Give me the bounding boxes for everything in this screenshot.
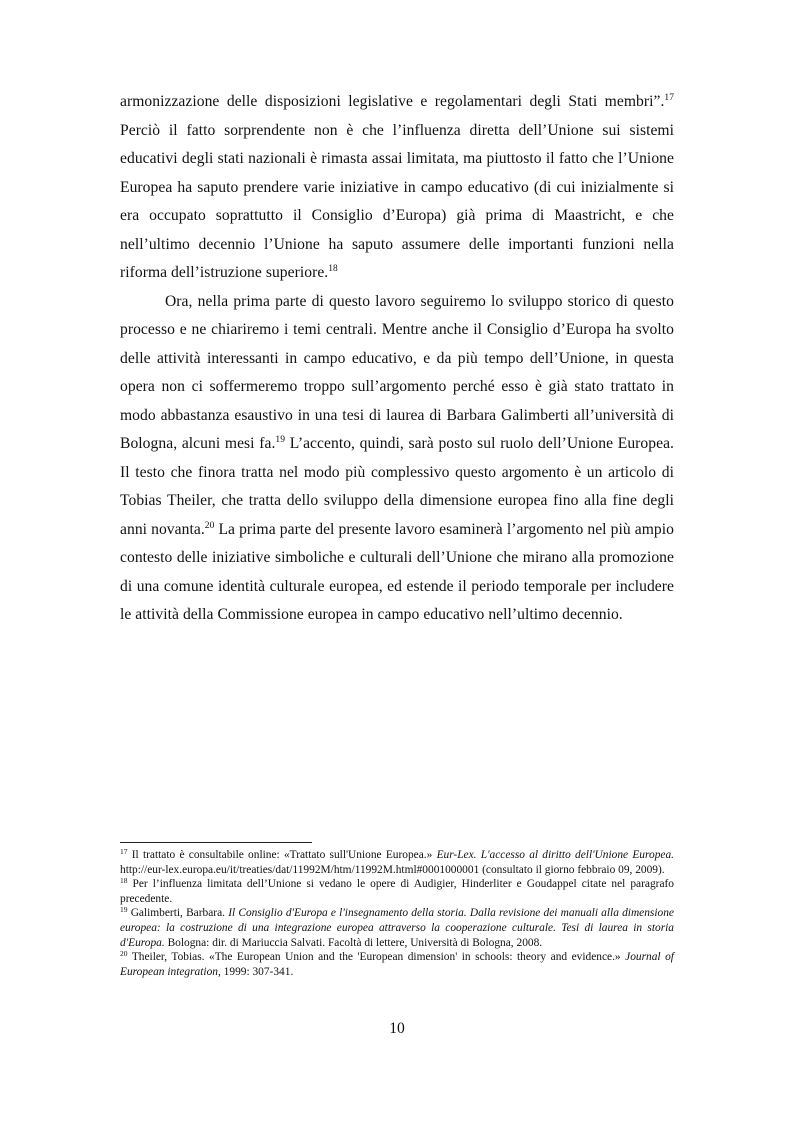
page-number: 10 <box>389 1020 405 1037</box>
footnote-text: Il trattato è consultabile online: «Trattato sull'Unione Europea.» <box>127 849 437 861</box>
paragraph-text: L’accento, quindi, sarà posto sul ruolo dell’Unione Europea. Il testo che finora tratta nel modo più complessivo questo argomento è un articolo di Tobias Theiler, che tratta dello sviluppo della dimensione europea fino alla fine degli anni novanta. <box>120 435 675 538</box>
footnote-number: 17 <box>120 847 128 856</box>
footnote-number: 20 <box>120 949 128 959</box>
footnote-link[interactable]: http://eur-lex.europa.eu/it/treaties/dat/11992M/htm/11992M.html#0001000001 (consultato il giorno febbraio 09, 2009). <box>120 863 665 876</box>
body-text <box>120 88 674 630</box>
footnotes <box>120 848 674 979</box>
footnote-text: Bologna: dir. di Mariuccia Salvati. Facoltà di lettere, Università di Bologna, 2008. <box>164 936 543 949</box>
footnote-ref[interactable]: 19 <box>275 435 286 445</box>
footnote-ref[interactable]: 17 <box>664 93 674 103</box>
footnote-17 <box>120 848 674 877</box>
paragraph-text: Perciò il fatto sorprendente non è che l’influenza diretta dell’Unione sui sistemi educativi degli stati nazionali è rimasta assai limitata, ma piuttosto il fatto che l’Unione Europea ha saputo prendere varie iniziative in campo educativo (di cui inizialmente si era occupato soprattutto il Consiglio d’Europa) già prima di Maastricht, e che nell’ultimo decennio l’Unione ha saputo assumere delle importanti funzioni nella riforma dell’istruzione superiore. <box>120 121 674 281</box>
footnote-number: 18 <box>120 876 128 886</box>
footnote-text: Galimberti, Barbara. <box>127 907 229 920</box>
paragraph-text: armonizzazione delle disposizioni legislative e regolamentari degli Stati membri”. <box>120 93 665 110</box>
paragraph-text: Ora, nella prima parte di questo lavoro seguiremo lo sviluppo storico di questo processo e ne chiariremo i temi centrali. Mentre anche il Consiglio d’Europa ha svolto delle attività interessanti in campo educativo, e da più tempo dell’Unione, in questa opera non ci soffermeremo troppo sull’argomento perché esso è già stato trattato in modo abbastanza esaustivo in una tesi di laurea di Barbara Galimberti all’università di Bologna, alcuni mesi fa. <box>120 292 674 452</box>
footnote-text: Per l’influenza limitata dell’Unione si vedano le opere di Audigier, Hinderliter e Goudappel citate nel paragrafo precedente. <box>120 878 674 905</box>
footnote-number: 19 <box>120 905 128 915</box>
footnote-text: Theiler, Tobias. «The European Union and the 'European dimension' in schools: theory and evidence.» <box>127 951 626 964</box>
footnote-ref[interactable]: 18 <box>328 264 338 274</box>
footnote-18 <box>120 877 674 906</box>
footnote-title: Journal of European integration <box>120 951 674 978</box>
paragraph <box>120 88 674 288</box>
footnote-title: Eur-Lex. L'accesso al diritto dell'Unione Europea. <box>436 849 674 861</box>
footnote-ref[interactable]: 20 <box>204 520 215 531</box>
footnote-20 <box>120 950 674 979</box>
footnote-separator <box>120 842 312 843</box>
paragraph-text: La prima parte del presente lavoro esaminerà l’argomento nel più ampio contesto delle iniziative simboliche e culturali dell’Unione che mirano alla promozione di una comune identità culturale europea, ed estende il periodo temporale per includere le attività della Commissione europea in campo educativo nell’ultimo decennio. <box>120 520 674 623</box>
footnote-title: Il Consiglio d'Europa e l'insegnamento della storia. Dalla revisione dei manuali alla dimensione europea: la costruzione di una integrazione europea attraverso la cooperazione culturale. Tesi di laurea in storia d'Europa. <box>120 907 674 949</box>
footnote-19 <box>120 906 674 950</box>
paragraph <box>120 288 674 630</box>
footnote-text: , 1999: 307-341. <box>217 965 294 978</box>
